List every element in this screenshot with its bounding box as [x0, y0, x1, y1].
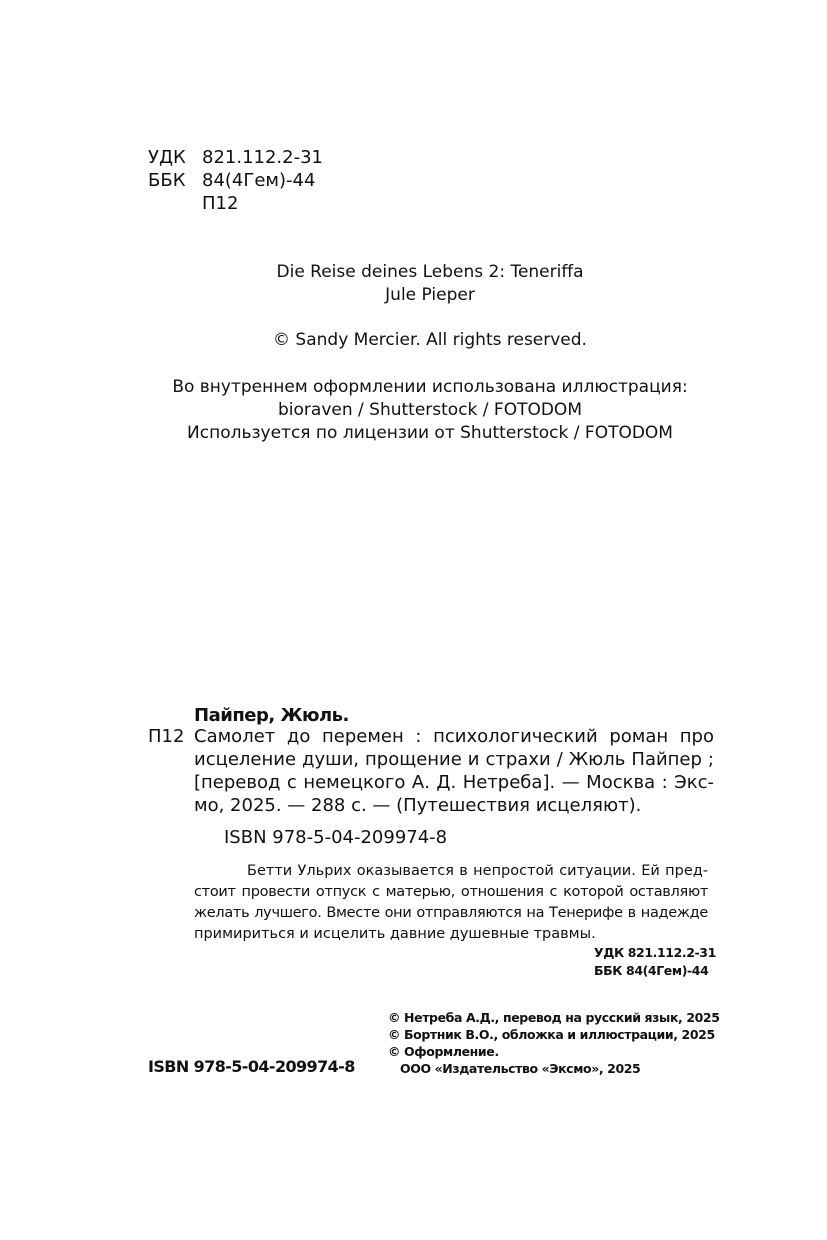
annotation-line-4: примириться и исцелить давние душевные травмы. — [194, 926, 596, 942]
udk-value: 821.112.2-31 — [202, 147, 324, 168]
annotation-line-1: Бетти Ульрих оказывается в непростой ситуации. Ей пред- — [247, 863, 708, 879]
record-line-4: мо, 2025. — 288 с. — (Путешествия исцеляют). — [194, 795, 642, 816]
footer-copyright-3: © Оформление. — [388, 1044, 499, 1059]
illustration-line-2: bioraven / Shutterstock / FOTODOM — [278, 400, 582, 420]
footer-isbn: ISBN 978-5-04-209974-8 — [148, 1057, 355, 1076]
footer-copyright-4: ООО «Издательство «Эксмо», 2025 — [400, 1061, 641, 1076]
illustration-line-3: Используется по лицензии от Shutterstock / FOTODOM — [187, 423, 673, 443]
record-line-1: Самолет до перемен : психологический роман про — [194, 726, 714, 747]
annotation-line-3: желать лучшего. Вместе они отправляются на Тенерифе в надежде — [194, 905, 708, 921]
illustration-line-1: Во внутреннем оформлении использована иллюстрация: — [172, 377, 688, 397]
record-author-heading: Пайпер, Жюль. — [194, 705, 349, 726]
bbk-label: ББК — [148, 170, 186, 191]
footer-copyright-2: © Бортник В.О., обложка и иллюстрации, 2025 — [388, 1027, 715, 1042]
record-mark: П12 — [148, 726, 185, 747]
footer-copyright-1: © Нетреба А.Д., перевод на русский язык, 2025 — [388, 1010, 720, 1025]
annotation-line-2: стоит провести отпуск с матерью, отношения с которой оставляют — [194, 884, 708, 900]
record-line-3: [перевод с немецкого А. Д. Нетреба]. — Москва : Экс- — [194, 772, 714, 793]
original-author: Jule Pieper — [385, 285, 475, 305]
record-udk-short: УДК 821.112.2-31 — [594, 945, 716, 960]
record-isbn: ISBN 978-5-04-209974-8 — [224, 827, 448, 848]
record-line-2: исцеление души, прощение и страхи / Жюль Пайпер ; — [194, 749, 714, 770]
record-bbk-short: ББК 84(4Гем)-44 — [594, 963, 709, 978]
author-mark: П12 — [202, 193, 239, 214]
original-title: Die Reise deines Lebens 2: Teneriffa — [276, 262, 584, 282]
udk-label: УДК — [148, 147, 186, 168]
original-copyright: © Sandy Mercier. All rights reserved. — [273, 330, 587, 350]
bbk-value: 84(4Гем)-44 — [202, 170, 316, 191]
